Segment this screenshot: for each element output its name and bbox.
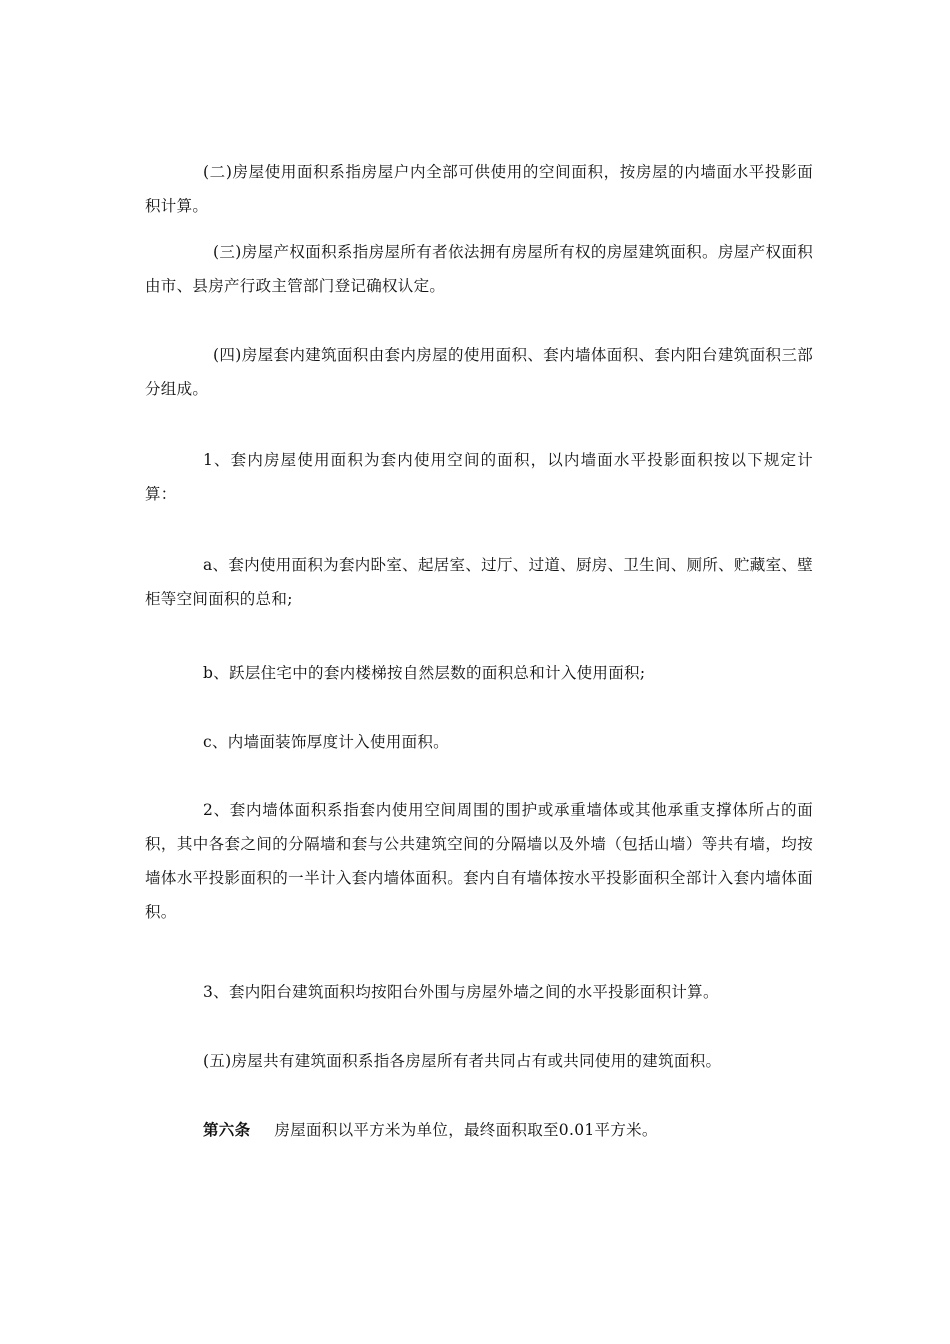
paragraph-shared-area: (五)房屋共有建筑面积系指各房屋所有者共同占有或共同使用的建筑面积。 <box>203 1052 722 1070</box>
paragraph-suite-usable-area: 1、套内房屋使用面积为套内使用空间的面积，以内墙面水平投影面积按以下规定计算： <box>145 451 813 503</box>
article-six <box>145 1113 813 1147</box>
list-item-c: c、内墙面装饰厚度计入使用面积。 <box>203 733 449 751</box>
list-item-a: a、套内使用面积为套内卧室、起居室、过厅、过道、厨房、卫生间、厕所、贮藏室、壁柜等空间面积的总和; <box>145 556 813 608</box>
paragraph-suite-building-area: (四)房屋套内建筑面积由套内房屋的使用面积、套内墙体面积、套内阳台建筑面积三部分组成。 <box>145 346 813 398</box>
paragraph-property-right-area: (三)房屋产权面积系指房屋所有者依法拥有房屋所有权的房屋建筑面积。房屋产权面积由市、县房产行政主管部门登记确权认定。 <box>145 243 813 295</box>
paragraph-wall-area: 2、套内墙体面积系指套内使用空间周围的围护或承重墙体或其他承重支撑体所占的面积，其中各套之间的分隔墙和套与公共建筑空间的分隔墙以及外墙（包括山墙）等共有墙，均按墙体水平投影面积的一半计入套内墙体面积。套内自有墙体按水平投影面积全部计入套内墙体面积。 <box>145 801 813 921</box>
list-item-b: b、跃层住宅中的套内楼梯按自然层数的面积总和计入使用面积; <box>203 664 646 682</box>
paragraph-usable-area: (二)房屋使用面积系指房屋户内全部可供使用的空间面积，按房屋的内墙面水平投影面积计算。 <box>145 163 813 215</box>
paragraph-balcony-area: 3、套内阳台建筑面积均按阳台外围与房屋外墙之间的水平投影面积计算。 <box>203 983 719 1001</box>
article-heading: 第六条 <box>203 1121 251 1139</box>
article-text: 房屋面积以平方米为单位，最终面积取至0.01平方米。 <box>274 1121 658 1139</box>
